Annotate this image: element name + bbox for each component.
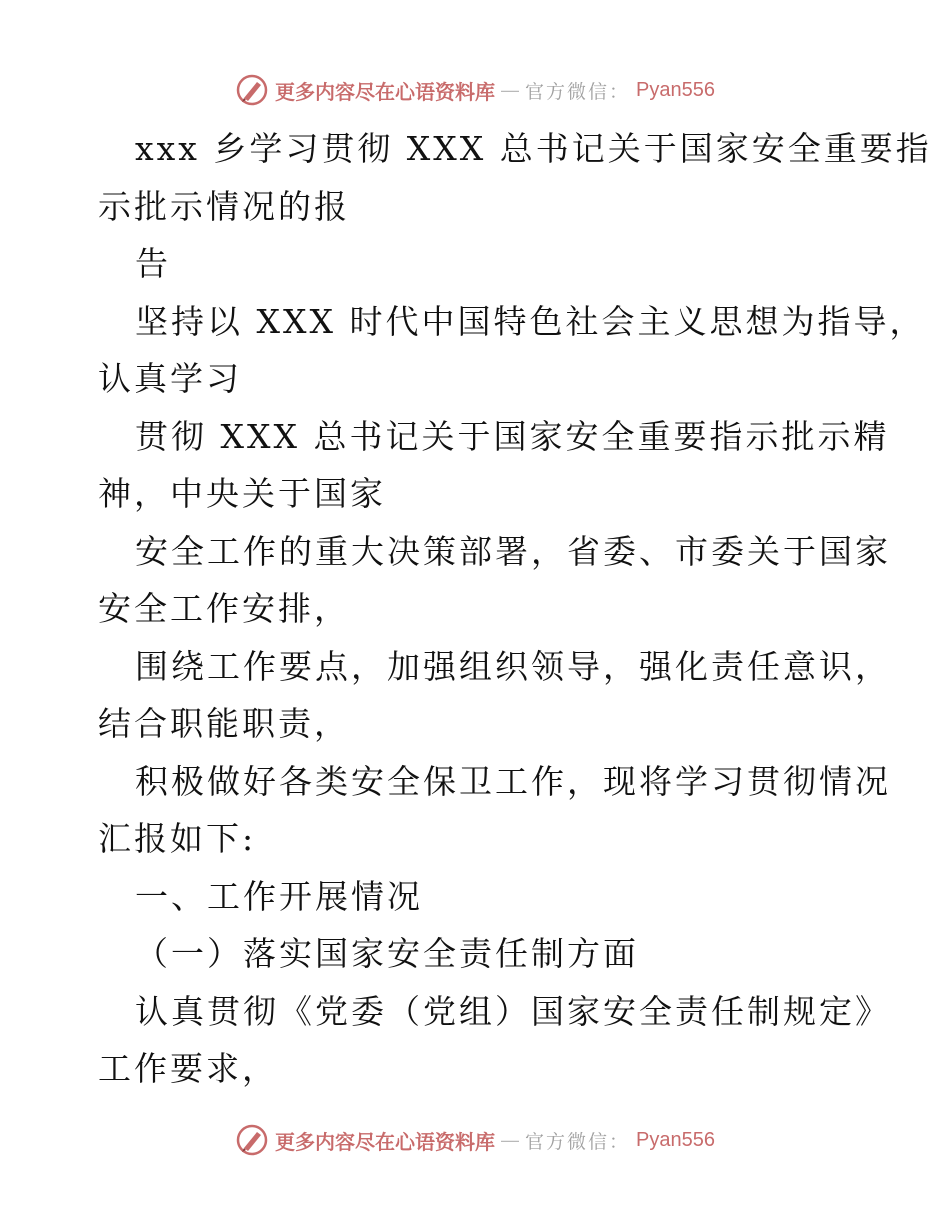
watermark-wechat-label: 官方微信： <box>525 80 631 103</box>
document-body <box>98 120 932 1098</box>
watermark-brand-text: 更多内容尽在心语资料库 <box>275 79 495 104</box>
watermark-banner-top <box>0 70 950 110</box>
watermark-separator: — <box>501 1129 519 1150</box>
document-line: 结合职能职责， <box>98 704 350 743</box>
watermark-wechat-label: 官方微信： <box>525 1130 631 1153</box>
document-line: 认真贯彻《党委（党组）国家安全责任制规定》 <box>135 991 891 1031</box>
document-line: 汇报如下: <box>98 819 257 858</box>
document-line: 安全工作安排， <box>98 589 350 628</box>
document-line: 贯彻 XXX 总书记关于国家安全重要指示批示精 <box>135 416 890 456</box>
document-line: 一、工作开展情况 <box>135 876 423 916</box>
watermark-wechat-id: Pyan556 <box>636 1128 715 1151</box>
document-line: 神，中央关于国家 <box>98 474 386 513</box>
document-line: 工作要求， <box>98 1049 278 1088</box>
document-line: 安全工作的重大决策部署，省委、市委关于国家 <box>135 531 891 571</box>
document-line: 围绕工作要点，加强组织领导，强化责任意识， <box>135 646 891 686</box>
document-line: 坚持以 XXX 时代中国特色社会主义思想为指导， <box>135 301 926 341</box>
document-line: 认真学习 <box>98 359 242 398</box>
document-line: 告 <box>135 244 171 283</box>
pen-seal-logo-icon <box>235 1123 269 1157</box>
document-line: （一）落实国家安全责任制方面 <box>135 934 639 973</box>
watermark-wechat-id: Pyan556 <box>636 78 715 101</box>
document-line: 示批示情况的报 <box>98 186 350 226</box>
watermark-separator: — <box>501 79 519 100</box>
document-line: 积极做好各类安全保卫工作，现将学习贯彻情况 <box>135 761 891 801</box>
watermark-banner-bottom <box>0 1120 950 1160</box>
watermark-brand-text: 更多内容尽在心语资料库 <box>275 1129 495 1154</box>
document-line: xxx 乡学习贯彻 XXX 总书记关于国家安全重要指 <box>135 129 932 168</box>
pen-seal-logo-icon <box>235 73 269 107</box>
